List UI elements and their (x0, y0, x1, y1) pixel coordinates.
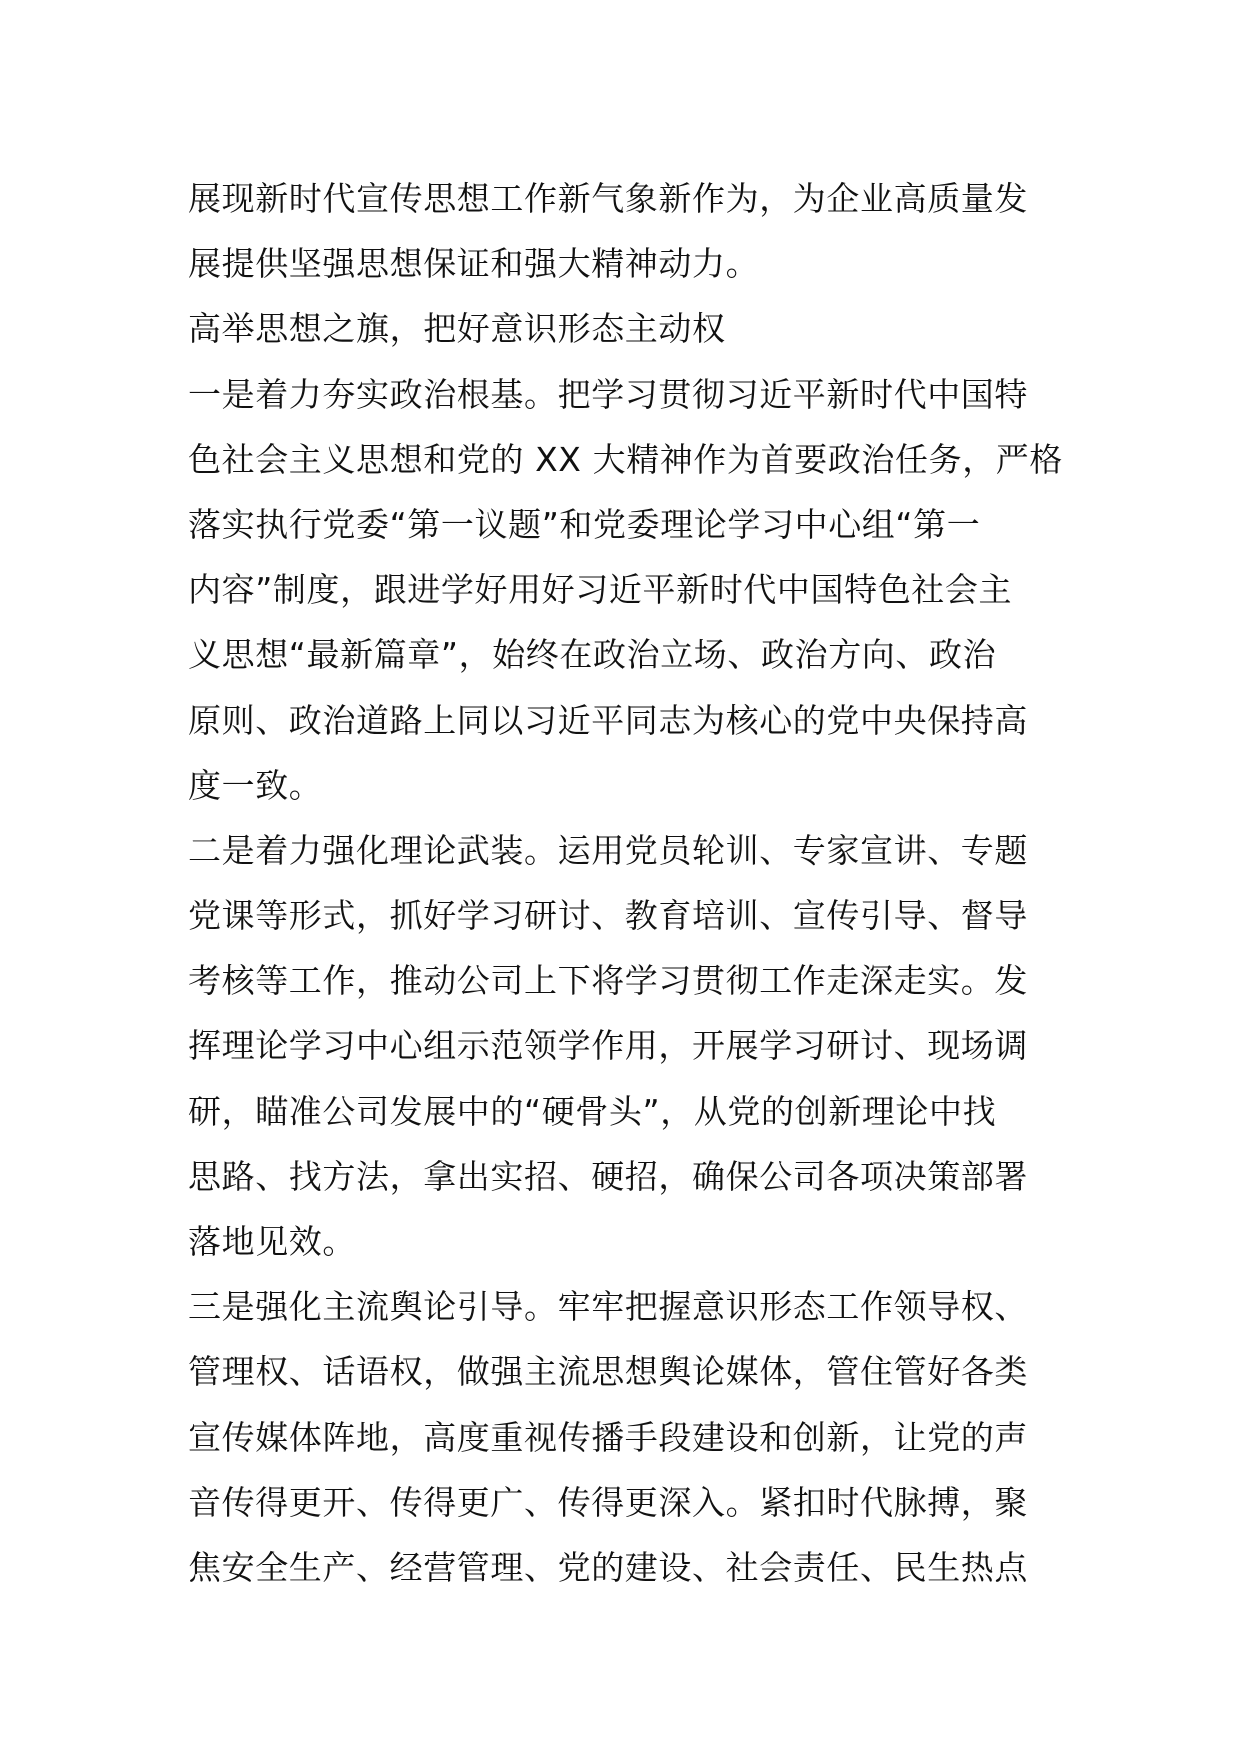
text-line: 落实执行党委“第一议题”和党委理论学习中心组“第一 (188, 504, 981, 544)
text-line: 三是强化主流舆论引导。牢牢把握意识形态工作领导权、 (188, 1287, 1028, 1327)
text-line: 展提供坚强思想保证和强大精神动力。 (188, 244, 760, 284)
section-heading: 高举思想之旗，把好意识形态主动权 (188, 309, 726, 349)
text-line: 原则、政治道路上同以习近平同志为核心的党中央保持高 (188, 700, 1028, 740)
text-line: 色社会主义思想和党的 XX 大精神作为首要政治任务，严格 (188, 439, 1063, 479)
text-line: 一是着力夯实政治根基。把学习贯彻习近平新时代中国特 (188, 374, 1028, 414)
text-line: 度一致。 (188, 765, 323, 805)
text-line: 党课等形式，抓好学习研讨、教育培训、宣传引导、督导 (188, 896, 1028, 936)
text-line: 展现新时代宣传思想工作新气象新作为，为企业高质量发 (188, 179, 1028, 218)
text-line: 内容”制度，跟进学好用好习近平新时代中国特色社会主 (188, 570, 1013, 610)
text-line: 宣传媒体阵地，高度重视传播手段建设和创新，让党的声 (188, 1417, 1028, 1457)
text-line: 二是着力强化理论武装。运用党员轮训、专家宣讲、专题 (188, 830, 1028, 870)
text-line: 研，瞄准公司发展中的“硬骨头”，从党的创新理论中找 (188, 1091, 997, 1131)
text-line: 考核等工作，推动公司上下将学习贯彻工作走深走实。发 (188, 961, 1028, 1001)
document-body (188, 166, 1063, 1600)
text-line: 思路、找方法，拿出实招、硬招，确保公司各项决策部署 (188, 1156, 1028, 1196)
text-line: 焦安全生产、经营管理、党的建设、社会责任、民生热点 (188, 1547, 1028, 1587)
text-line: 落地见效。 (188, 1222, 356, 1261)
text-line: 音传得更开、传得更广、传得更深入。紧扣时代脉搏，聚 (188, 1482, 1028, 1522)
text-line: 挥理论学习中心组示范领学作用，开展学习研讨、现场调 (188, 1026, 1028, 1066)
text-line: 义思想“最新篇章”，始终在政治立场、政治方向、政治 (188, 635, 997, 675)
text-line: 管理权、话语权，做强主流思想舆论媒体，管住管好各类 (188, 1352, 1028, 1392)
